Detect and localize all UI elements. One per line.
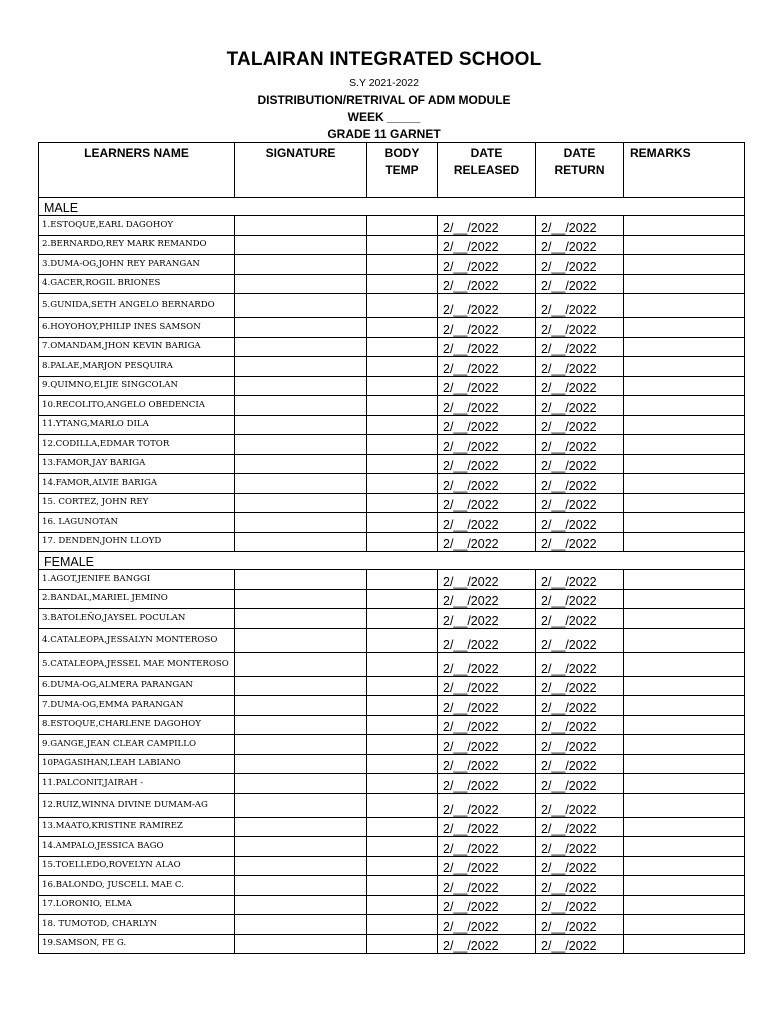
date-return-cell: 2/__/2022 xyxy=(536,216,624,236)
remarks-cell xyxy=(624,735,745,755)
signature-cell xyxy=(235,255,367,275)
learner-name: 3.BATOLEÑO,JAYSEL POCULAN xyxy=(39,609,235,629)
remarks-cell xyxy=(624,474,745,494)
date-released-cell: 2/__/2022 xyxy=(438,628,536,652)
signature-cell xyxy=(235,628,367,652)
learner-name: 7.OMANDAM,JHON KEVIN BARIGA xyxy=(39,337,235,357)
date-return-cell: 2/__/2022 xyxy=(536,357,624,377)
table-row xyxy=(39,856,745,876)
learner-name: 15.TOELLEDO,ROVELYN ALAO xyxy=(39,856,235,876)
table-row xyxy=(39,609,745,629)
table-row xyxy=(39,774,745,794)
table-row xyxy=(39,754,745,774)
signature-cell xyxy=(235,652,367,676)
body-temp-cell xyxy=(367,715,438,735)
signature-cell xyxy=(235,396,367,416)
learner-name: 4.CATALEOPA,JESSALYN MONTEROSO xyxy=(39,628,235,652)
table-row xyxy=(39,696,745,716)
table-row xyxy=(39,255,745,275)
remarks-cell xyxy=(624,934,745,954)
table-row xyxy=(39,493,745,513)
learner-name: 16.BALONDO, JUSCELL MAE C. xyxy=(39,876,235,896)
table-row xyxy=(39,235,745,255)
section-female xyxy=(39,552,745,570)
learner-name: 15. CORTEZ, JOHN REY xyxy=(39,493,235,513)
signature-cell xyxy=(235,676,367,696)
learner-name: 8.ESTOQUE,CHARLENE DAGOHOY xyxy=(39,715,235,735)
body-temp-cell xyxy=(367,294,438,318)
date-released-cell: 2/__/2022 xyxy=(438,435,536,455)
week-line: WEEK _____ xyxy=(347,110,421,124)
date-released-cell: 2/__/2022 xyxy=(438,609,536,629)
date-released-cell: 2/__/2022 xyxy=(438,715,536,735)
date-released-cell: 2/__/2022 xyxy=(438,817,536,837)
learners-table xyxy=(38,142,745,954)
date-return-cell: 2/__/2022 xyxy=(536,817,624,837)
date-released-cell: 2/__/2022 xyxy=(438,318,536,338)
date-released-cell: 2/__/2022 xyxy=(438,774,536,794)
learner-name: 19.SAMSON, FE G. xyxy=(39,934,235,954)
table-row xyxy=(39,676,745,696)
learner-name: 11.YTANG,MARLO DILA xyxy=(39,415,235,435)
remarks-cell xyxy=(624,376,745,396)
date-return-cell: 2/__/2022 xyxy=(536,609,624,629)
remarks-cell xyxy=(624,493,745,513)
body-temp-cell xyxy=(367,318,438,338)
date-return-cell: 2/__/2022 xyxy=(536,570,624,590)
col-header-date-released: DATE RELEASED xyxy=(438,143,536,198)
table-row xyxy=(39,793,745,817)
date-released-cell: 2/__/2022 xyxy=(438,895,536,915)
date-return-cell: 2/__/2022 xyxy=(536,628,624,652)
date-return-cell: 2/__/2022 xyxy=(536,715,624,735)
learner-name: 16. LAGUNOTAN xyxy=(39,513,235,533)
learner-name: 6.DUMA-OG,ALMERA PARANGAN xyxy=(39,676,235,696)
table-row xyxy=(39,715,745,735)
learner-name: 5.GUNIDA,SETH ANGELO BERNARDO xyxy=(39,294,235,318)
remarks-cell xyxy=(624,274,745,294)
signature-cell xyxy=(235,715,367,735)
body-temp-cell xyxy=(367,337,438,357)
table-row xyxy=(39,915,745,935)
date-released-cell: 2/__/2022 xyxy=(438,474,536,494)
table-row xyxy=(39,735,745,755)
body-temp-cell xyxy=(367,793,438,817)
remarks-cell xyxy=(624,609,745,629)
date-released-cell: 2/__/2022 xyxy=(438,415,536,435)
remarks-cell xyxy=(624,915,745,935)
signature-cell xyxy=(235,318,367,338)
date-return-cell: 2/__/2022 xyxy=(536,337,624,357)
table-header-row xyxy=(39,143,745,198)
table-row xyxy=(39,817,745,837)
date-return-cell: 2/__/2022 xyxy=(536,895,624,915)
signature-cell xyxy=(235,793,367,817)
body-temp-cell xyxy=(367,735,438,755)
table-row xyxy=(39,216,745,236)
date-released-cell: 2/__/2022 xyxy=(438,376,536,396)
body-temp-cell xyxy=(367,915,438,935)
date-released-cell: 2/__/2022 xyxy=(438,570,536,590)
table-row xyxy=(39,628,745,652)
date-released-cell: 2/__/2022 xyxy=(438,294,536,318)
body-temp-cell xyxy=(367,396,438,416)
date-released-cell: 2/__/2022 xyxy=(438,856,536,876)
learner-name: 14.AMPALO,JESSICA BAGO xyxy=(39,837,235,857)
remarks-cell xyxy=(624,817,745,837)
date-released-cell: 2/__/2022 xyxy=(438,493,536,513)
signature-cell xyxy=(235,216,367,236)
date-return-cell: 2/__/2022 xyxy=(536,235,624,255)
remarks-cell xyxy=(624,435,745,455)
date-return-cell: 2/__/2022 xyxy=(536,856,624,876)
learner-name: 7.DUMA-OG,EMMA PARANGAN xyxy=(39,696,235,716)
body-temp-cell xyxy=(367,255,438,275)
date-released-cell: 2/__/2022 xyxy=(438,837,536,857)
remarks-cell xyxy=(624,415,745,435)
date-return-cell: 2/__/2022 xyxy=(536,934,624,954)
learner-name: 18. TUMOTOD, CHARLYN xyxy=(39,915,235,935)
body-temp-cell xyxy=(367,609,438,629)
remarks-cell xyxy=(624,696,745,716)
remarks-cell xyxy=(624,793,745,817)
table-row xyxy=(39,837,745,857)
school-name: TALAIRAN INTEGRATED SCHOOL xyxy=(226,49,542,70)
date-released-cell: 2/__/2022 xyxy=(438,255,536,275)
date-return-cell: 2/__/2022 xyxy=(536,435,624,455)
body-temp-cell xyxy=(367,357,438,377)
date-return-cell: 2/__/2022 xyxy=(536,915,624,935)
remarks-cell xyxy=(624,216,745,236)
remarks-cell xyxy=(624,294,745,318)
date-return-cell: 2/__/2022 xyxy=(536,589,624,609)
table-row xyxy=(39,357,745,377)
body-temp-cell xyxy=(367,856,438,876)
remarks-cell xyxy=(624,774,745,794)
date-released-cell: 2/__/2022 xyxy=(438,934,536,954)
table-row xyxy=(39,337,745,357)
signature-cell xyxy=(235,493,367,513)
date-return-cell: 2/__/2022 xyxy=(536,274,624,294)
body-temp-cell xyxy=(367,454,438,474)
table-row xyxy=(39,474,745,494)
signature-cell xyxy=(235,696,367,716)
remarks-cell xyxy=(624,532,745,552)
learner-name: 8.PALAE,MARJON PESQUIRA xyxy=(39,357,235,377)
learner-name: 17.LORONIO, ELMA xyxy=(39,895,235,915)
date-released-cell: 2/__/2022 xyxy=(438,216,536,236)
remarks-cell xyxy=(624,396,745,416)
table-row xyxy=(39,454,745,474)
signature-cell xyxy=(235,337,367,357)
learner-name: 9.GANGE,JEAN CLEAR CAMPILLO xyxy=(39,735,235,755)
signature-cell xyxy=(235,294,367,318)
learner-name: 9.QUIMNO,ELJIE SINGCOLAN xyxy=(39,376,235,396)
remarks-cell xyxy=(624,754,745,774)
date-released-cell: 2/__/2022 xyxy=(438,337,536,357)
date-released-cell: 2/__/2022 xyxy=(438,274,536,294)
learner-name: 6.HOYOHOY,PHILIP INES SAMSON xyxy=(39,318,235,338)
learner-name: 13.MAATO,KRISTINE RAMIREZ xyxy=(39,817,235,837)
learner-name: 2.BANDAL,MARIEL JEMINO xyxy=(39,589,235,609)
body-temp-cell xyxy=(367,415,438,435)
date-return-cell: 2/__/2022 xyxy=(536,696,624,716)
body-temp-cell xyxy=(367,895,438,915)
date-return-cell: 2/__/2022 xyxy=(536,493,624,513)
remarks-cell xyxy=(624,589,745,609)
remarks-cell xyxy=(624,318,745,338)
learner-name: 1.ESTOQUE,EARL DAGOHOY xyxy=(39,216,235,236)
table-row xyxy=(39,396,745,416)
signature-cell xyxy=(235,609,367,629)
document-title: DISTRIBUTION/RETRIVAL OF ADM MODULE xyxy=(257,93,511,107)
body-temp-cell xyxy=(367,513,438,533)
date-return-cell: 2/__/2022 xyxy=(536,774,624,794)
signature-cell xyxy=(235,357,367,377)
body-temp-cell xyxy=(367,435,438,455)
date-released-cell: 2/__/2022 xyxy=(438,396,536,416)
table-row xyxy=(39,895,745,915)
signature-cell xyxy=(235,876,367,896)
signature-cell xyxy=(235,817,367,837)
table-row xyxy=(39,876,745,896)
col-header-remarks: REMARKS xyxy=(624,143,745,198)
learner-name: 17. DENDEN,JOHN LLOYD xyxy=(39,532,235,552)
col-header-date-return: DATE RETURN xyxy=(536,143,624,198)
signature-cell xyxy=(235,376,367,396)
table-row xyxy=(39,589,745,609)
date-return-cell: 2/__/2022 xyxy=(536,676,624,696)
table-row xyxy=(39,435,745,455)
date-return-cell: 2/__/2022 xyxy=(536,876,624,896)
remarks-cell xyxy=(624,357,745,377)
date-released-cell: 2/__/2022 xyxy=(438,513,536,533)
remarks-cell xyxy=(624,235,745,255)
body-temp-cell xyxy=(367,376,438,396)
table-row xyxy=(39,274,745,294)
col-header-body-temp: BODY TEMP xyxy=(367,143,438,198)
body-temp-cell xyxy=(367,774,438,794)
date-return-cell: 2/__/2022 xyxy=(536,532,624,552)
signature-cell xyxy=(235,934,367,954)
remarks-cell xyxy=(624,715,745,735)
remarks-cell xyxy=(624,513,745,533)
date-released-cell: 2/__/2022 xyxy=(438,915,536,935)
date-released-cell: 2/__/2022 xyxy=(438,454,536,474)
date-released-cell: 2/__/2022 xyxy=(438,876,536,896)
remarks-cell xyxy=(624,652,745,676)
date-released-cell: 2/__/2022 xyxy=(438,793,536,817)
learner-name: 14.FAMOR,ALVIE BARIGA xyxy=(39,474,235,494)
date-return-cell: 2/__/2022 xyxy=(536,415,624,435)
body-temp-cell xyxy=(367,589,438,609)
body-temp-cell xyxy=(367,837,438,857)
learner-name: 12.CODILLA,EDMAR TOTOR xyxy=(39,435,235,455)
remarks-cell xyxy=(624,895,745,915)
remarks-cell xyxy=(624,676,745,696)
signature-cell xyxy=(235,570,367,590)
signature-cell xyxy=(235,895,367,915)
table-row xyxy=(39,318,745,338)
body-temp-cell xyxy=(367,934,438,954)
signature-cell xyxy=(235,235,367,255)
body-temp-cell xyxy=(367,532,438,552)
remarks-cell xyxy=(624,255,745,275)
signature-cell xyxy=(235,754,367,774)
table-row xyxy=(39,570,745,590)
date-released-cell: 2/__/2022 xyxy=(438,357,536,377)
signature-cell xyxy=(235,856,367,876)
date-released-cell: 2/__/2022 xyxy=(438,652,536,676)
signature-cell xyxy=(235,415,367,435)
body-temp-cell xyxy=(367,876,438,896)
col-header-learners-name: LEARNERS NAME xyxy=(39,143,235,198)
date-released-cell: 2/__/2022 xyxy=(438,735,536,755)
signature-cell xyxy=(235,474,367,494)
date-return-cell: 2/__/2022 xyxy=(536,454,624,474)
remarks-cell xyxy=(624,337,745,357)
table-row xyxy=(39,652,745,676)
date-return-cell: 2/__/2022 xyxy=(536,513,624,533)
school-year: S.Y 2021-2022 xyxy=(349,77,419,89)
table-row xyxy=(39,513,745,533)
remarks-cell xyxy=(624,876,745,896)
date-return-cell: 2/__/2022 xyxy=(536,735,624,755)
table-row xyxy=(39,934,745,954)
learner-name: 1.AGOT,JENIFE BANGGI xyxy=(39,570,235,590)
body-temp-cell xyxy=(367,493,438,513)
col-header-signature: SIGNATURE xyxy=(235,143,367,198)
learner-name: 10.RECOLITO,ANGELO OBEDENCIA xyxy=(39,396,235,416)
grade-section: GRADE 11 GARNET xyxy=(327,127,441,141)
remarks-cell xyxy=(624,837,745,857)
signature-cell xyxy=(235,513,367,533)
body-temp-cell xyxy=(367,817,438,837)
signature-cell xyxy=(235,532,367,552)
date-return-cell: 2/__/2022 xyxy=(536,376,624,396)
signature-cell xyxy=(235,837,367,857)
date-released-cell: 2/__/2022 xyxy=(438,589,536,609)
date-return-cell: 2/__/2022 xyxy=(536,754,624,774)
body-temp-cell xyxy=(367,235,438,255)
body-temp-cell xyxy=(367,274,438,294)
body-temp-cell xyxy=(367,652,438,676)
body-temp-cell xyxy=(367,216,438,236)
date-return-cell: 2/__/2022 xyxy=(536,294,624,318)
date-return-cell: 2/__/2022 xyxy=(536,652,624,676)
date-released-cell: 2/__/2022 xyxy=(438,532,536,552)
learner-name: 13.FAMOR,JAY BARIGA xyxy=(39,454,235,474)
body-temp-cell xyxy=(367,628,438,652)
table-row xyxy=(39,532,745,552)
body-temp-cell xyxy=(367,474,438,494)
learner-name: 5.CATALEOPA,JESSEL MAE MONTEROSO xyxy=(39,652,235,676)
remarks-cell xyxy=(624,856,745,876)
learner-name: 11.PALCONIT,JAIRAH - xyxy=(39,774,235,794)
learner-name: 2.BERNARDO,REY MARK REMANDO xyxy=(39,235,235,255)
signature-cell xyxy=(235,435,367,455)
date-return-cell: 2/__/2022 xyxy=(536,318,624,338)
remarks-cell xyxy=(624,454,745,474)
signature-cell xyxy=(235,589,367,609)
table-row xyxy=(39,376,745,396)
signature-cell xyxy=(235,454,367,474)
signature-cell xyxy=(235,274,367,294)
table-row xyxy=(39,415,745,435)
date-return-cell: 2/__/2022 xyxy=(536,474,624,494)
date-return-cell: 2/__/2022 xyxy=(536,396,624,416)
date-released-cell: 2/__/2022 xyxy=(438,696,536,716)
remarks-cell xyxy=(624,628,745,652)
learner-name: 3.DUMA-OG,JOHN REY PARANGAN xyxy=(39,255,235,275)
date-released-cell: 2/__/2022 xyxy=(438,235,536,255)
date-return-cell: 2/__/2022 xyxy=(536,837,624,857)
body-temp-cell xyxy=(367,570,438,590)
date-released-cell: 2/__/2022 xyxy=(438,754,536,774)
section-label: MALE xyxy=(39,198,745,216)
body-temp-cell xyxy=(367,754,438,774)
table-row xyxy=(39,294,745,318)
signature-cell xyxy=(235,735,367,755)
signature-cell xyxy=(235,774,367,794)
learner-name: 4.GACER,ROGIL BRIONES xyxy=(39,274,235,294)
section-male xyxy=(39,198,745,216)
section-label: FEMALE xyxy=(39,552,745,570)
remarks-cell xyxy=(624,570,745,590)
learner-name: 12.RUIZ,WINNA DIVINE DUMAM-AG xyxy=(39,793,235,817)
signature-cell xyxy=(235,915,367,935)
date-return-cell: 2/__/2022 xyxy=(536,255,624,275)
body-temp-cell xyxy=(367,696,438,716)
learner-name: 10PAGASIHAN,LEAH LABIANO xyxy=(39,754,235,774)
body-temp-cell xyxy=(367,676,438,696)
date-released-cell: 2/__/2022 xyxy=(438,676,536,696)
date-return-cell: 2/__/2022 xyxy=(536,793,624,817)
